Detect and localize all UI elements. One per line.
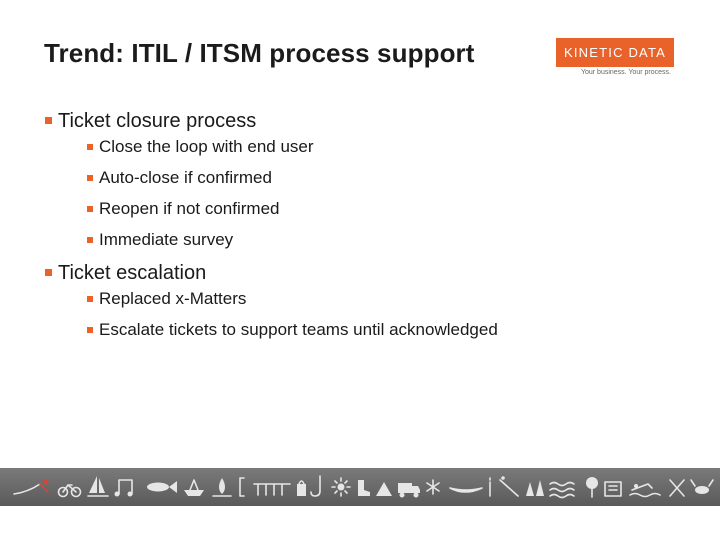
logo-wordmark: KINETIC DATA	[556, 38, 674, 67]
sub-bullet-item	[87, 229, 498, 251]
sub-bullet-item	[87, 167, 498, 189]
trees-icon	[526, 480, 544, 496]
tree-icon	[586, 477, 598, 497]
lantern-icon	[297, 481, 306, 496]
sub-bullet-item	[87, 319, 498, 341]
footer-icon-band	[0, 468, 720, 506]
bullet-square-icon	[87, 144, 93, 150]
logo-tagline: Your business. Your process.	[580, 69, 671, 76]
hiking-boot-icon	[358, 480, 370, 496]
slide-title: Trend: ITIL / ITSM process support	[44, 38, 475, 68]
bullet-square-icon	[87, 296, 93, 302]
bullet-square-icon	[45, 117, 52, 124]
sub-bullet-item	[87, 198, 498, 220]
sun-icon	[332, 478, 350, 496]
truck-icon	[398, 483, 420, 498]
snowflake-icon	[427, 480, 439, 494]
fishhook-icon	[311, 476, 320, 496]
sub-bullet-text: Escalate tickets to support teams until acknowledged	[99, 320, 498, 339]
bullet-list	[44, 108, 498, 350]
skier-icon	[500, 476, 518, 496]
cyclist-icon	[14, 480, 49, 495]
cabin-icon	[605, 482, 621, 496]
sub-bullet-text: Auto-close if confirmed	[99, 168, 272, 187]
tools-icon	[670, 480, 684, 496]
bullet-square-icon	[45, 269, 52, 276]
campfire-icon	[213, 478, 231, 496]
bicycle-icon	[59, 485, 81, 497]
fish-icon	[147, 481, 177, 493]
sub-bullet-text: Close the loop with end user	[99, 137, 314, 156]
waves-icon	[550, 483, 574, 498]
tent-icon	[376, 482, 392, 496]
bullet-square-icon	[87, 175, 93, 181]
sub-bullet-item	[87, 136, 498, 158]
bullet-square-icon	[87, 237, 93, 243]
bullet-ticket-closure	[44, 108, 498, 251]
bullet-square-icon	[87, 327, 93, 333]
sub-bullet-list	[58, 288, 498, 341]
bullet-ticket-escalation	[44, 260, 498, 341]
bullet-square-icon	[87, 206, 93, 212]
sub-bullet-text: Replaced x-Matters	[99, 289, 247, 308]
bullet-text: Ticket escalation	[58, 262, 207, 284]
canoe-icon	[450, 488, 482, 492]
music-notes-icon	[115, 480, 133, 497]
kinetic-data-logo	[556, 38, 674, 76]
bullet-text: Ticket closure process	[58, 110, 257, 132]
sub-bullet-item	[87, 288, 498, 310]
boat-icon	[184, 480, 204, 496]
bridge-icon	[254, 484, 290, 495]
sub-bullet-text: Reopen if not confirmed	[99, 199, 280, 218]
crab-icon	[691, 480, 713, 494]
sub-bullet-list	[58, 136, 498, 251]
sailboat-icon	[88, 476, 108, 496]
sub-bullet-text: Immediate survey	[99, 230, 234, 249]
bracket-icon	[240, 478, 244, 496]
swimmer-icon	[630, 484, 660, 497]
